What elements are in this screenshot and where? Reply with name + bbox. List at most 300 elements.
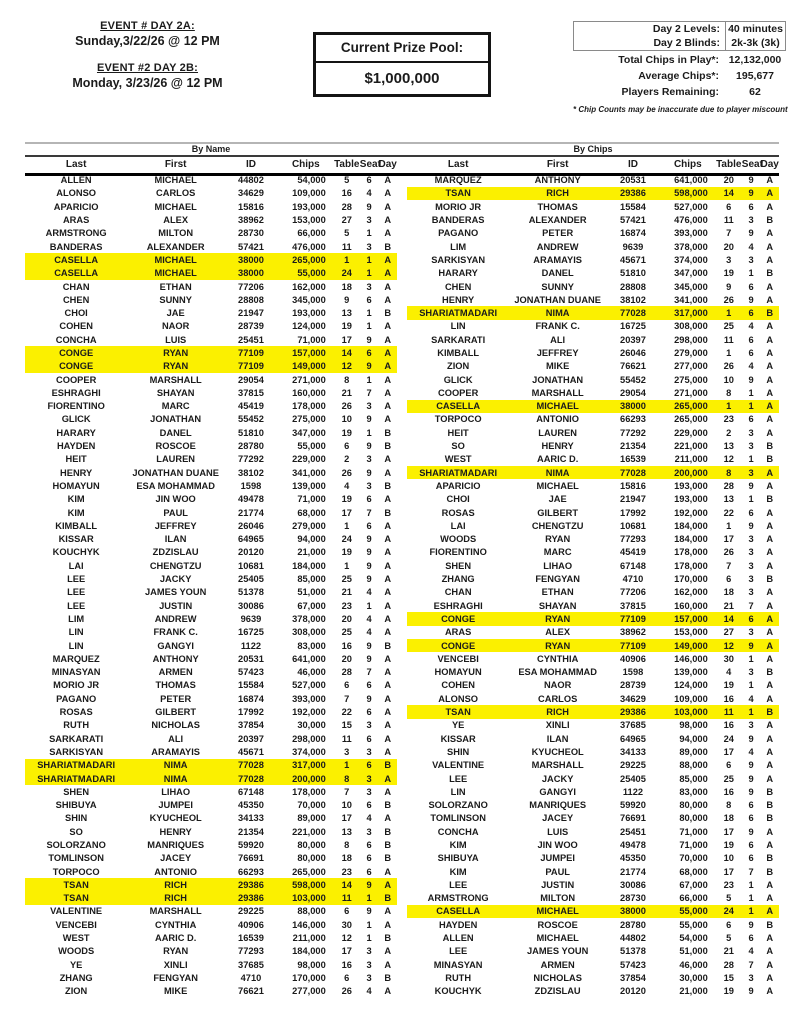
player-row [25, 572, 397, 585]
player-row [25, 227, 397, 240]
cell-last: CONGE [59, 348, 94, 358]
cell-seat: 4 [748, 693, 754, 704]
cell-id: 25405 [238, 574, 264, 585]
player-row [25, 466, 397, 479]
cell-seat: 9 [366, 361, 372, 372]
cell-seat: 9 [748, 986, 754, 997]
cell-seat: 1 [366, 268, 372, 279]
stat-label-levels: Day 2 Levels: [652, 23, 720, 35]
stat-value-average-chips: 195,677 [736, 69, 774, 82]
cell-day: A [384, 879, 392, 890]
cell-first: SHAYAN [156, 387, 195, 398]
cell-day: A [384, 281, 392, 292]
cell-chips: 527,000 [674, 201, 708, 212]
cell-table: 11 [723, 215, 734, 226]
cell-last: CHEN [444, 281, 472, 292]
cell-first: JACKY [541, 773, 574, 784]
cell-last: ZHANG [59, 972, 93, 983]
column-header-day: Day [378, 158, 397, 170]
cell-table: 5 [344, 228, 350, 239]
cell-id: 77109 [238, 348, 264, 358]
cell-id: 37854 [620, 972, 646, 983]
cell-chips: 46,000 [297, 667, 326, 678]
cell-table: 19 [341, 547, 352, 558]
cell-chips: 68,000 [679, 866, 708, 877]
player-row [407, 493, 779, 506]
cell-chips: 277,000 [292, 986, 326, 997]
cell-table: 27 [341, 215, 352, 226]
cell-seat: 9 [748, 826, 754, 837]
cell-id: 51378 [620, 946, 646, 957]
player-row [25, 174, 397, 187]
cell-last: CHOI [446, 494, 470, 505]
cell-table: 12 [341, 361, 352, 372]
cell-table: 28 [723, 959, 734, 970]
cell-table: 26 [723, 294, 734, 305]
cell-chips: 393,000 [292, 693, 326, 704]
column-header-seat: Seat [359, 158, 381, 170]
cell-seat: 9 [366, 201, 372, 212]
cell-table: 12 [723, 640, 734, 651]
cell-chips: 54,000 [297, 175, 326, 186]
cell-chips: 298,000 [674, 334, 708, 345]
cell-table: 25 [341, 574, 352, 585]
cell-chips: 157,000 [292, 348, 326, 358]
cell-seat: 3 [366, 946, 372, 957]
cell-last: LEE [449, 946, 468, 957]
cell-first: JONATHAN DUANE [514, 294, 601, 305]
cell-first: XINLI [163, 959, 188, 970]
cell-last: GLICK [443, 374, 473, 385]
cell-last: SHARIATMADARI [37, 773, 116, 784]
cell-table: 18 [341, 853, 352, 864]
cell-id: 26046 [620, 348, 646, 358]
cell-chips: 160,000 [674, 600, 708, 611]
cell-id: 77293 [238, 946, 264, 957]
cell-day: A [384, 387, 392, 398]
cell-first: ALI [168, 733, 184, 744]
cell-table: 28 [341, 201, 352, 212]
cell-first: ALEX [545, 627, 571, 638]
cell-table: 26 [723, 547, 734, 558]
cell-table: 15 [723, 972, 734, 983]
cell-seat: 4 [366, 587, 372, 598]
cell-seat: 9 [366, 441, 372, 452]
cell-chips: 170,000 [292, 972, 326, 983]
cell-day: A [766, 427, 774, 438]
cell-chips: 184,000 [674, 534, 708, 545]
cell-day: A [384, 600, 392, 611]
cell-id: 29054 [620, 387, 646, 398]
cell-table: 28 [723, 480, 734, 491]
cell-seat: 3 [366, 480, 372, 491]
cell-first: NICHOLAS [533, 972, 582, 983]
cell-seat: 6 [748, 348, 754, 358]
cell-seat: 3 [748, 441, 754, 452]
cell-chips: 94,000 [297, 534, 326, 545]
cell-first: JEFFREY [154, 520, 197, 531]
cell-day: A [766, 294, 774, 305]
cell-chips: 70,000 [297, 800, 326, 811]
player-row [407, 333, 779, 346]
cell-first: JUMPEI [158, 800, 193, 811]
player-row [25, 825, 397, 838]
cell-id: 77109 [238, 361, 264, 372]
cell-seat: 3 [366, 786, 372, 797]
cell-id: 38000 [620, 906, 646, 917]
cell-day: A [384, 188, 392, 199]
cell-first: JONATHAN [150, 414, 202, 425]
cell-first: CARLOS [156, 188, 196, 199]
by-name-rows [25, 174, 397, 998]
prize-pool-value: $1,000,000 [364, 70, 440, 87]
player-row [25, 439, 397, 452]
cell-last: APARICIO [53, 201, 99, 212]
cell-last: CHOI [64, 308, 88, 319]
cell-id: 45671 [620, 254, 646, 265]
cell-first: FRANK C. [153, 627, 198, 638]
cell-first: LUIS [547, 826, 569, 837]
player-row-highlighted [25, 759, 397, 772]
cell-last: YE [451, 720, 465, 731]
cell-table: 25 [723, 773, 734, 784]
cell-chips: 55,000 [297, 441, 326, 452]
cell-chips: 70,000 [679, 853, 708, 864]
cell-seat: 4 [366, 613, 372, 624]
player-row [25, 918, 397, 931]
cell-seat: 1 [366, 600, 372, 611]
cell-seat: 9 [748, 640, 754, 651]
by-name-table [25, 142, 397, 998]
cell-id: 38102 [238, 467, 264, 478]
player-row [407, 479, 779, 492]
cell-day: A [384, 175, 392, 186]
cell-table: 21 [341, 387, 352, 398]
cell-table: 5 [726, 893, 732, 904]
cell-first: GILBERT [155, 707, 197, 718]
cell-day: B [766, 454, 774, 465]
cell-first: CYNTHIA [154, 919, 197, 930]
player-row [25, 679, 397, 692]
cell-chips: 598,000 [292, 879, 326, 890]
cell-day: A [766, 986, 774, 997]
cell-chips: 184,000 [292, 560, 326, 571]
cell-day: A [766, 467, 774, 478]
player-row-highlighted [25, 267, 397, 280]
cell-first: JUMPEI [540, 853, 575, 864]
cell-id: 34629 [620, 693, 646, 704]
cell-day: B [384, 826, 392, 837]
player-row [25, 971, 397, 984]
cell-id: 21947 [620, 494, 646, 505]
cell-id: 25451 [238, 334, 264, 345]
cell-chips: 89,000 [679, 746, 708, 757]
cell-last: VALENTINE [50, 906, 103, 917]
cell-seat: 3 [366, 972, 372, 983]
cell-last: ARMSTRONG [427, 893, 489, 904]
cell-first: PAUL [163, 507, 188, 518]
cell-id: 45350 [620, 853, 646, 864]
cell-last: SOLORZANO [428, 800, 488, 811]
cell-day: A [766, 587, 774, 598]
cell-day: A [766, 387, 774, 398]
cell-day: A [766, 534, 774, 545]
cell-table: 17 [723, 866, 734, 877]
cell-last: TSAN [445, 188, 471, 199]
miscount-footnote: * Chip Counts may be inaccurate due to player miscount [573, 105, 788, 114]
cell-chips: 178,000 [674, 560, 708, 571]
cell-id: 28780 [620, 919, 646, 930]
cell-day: A [766, 839, 774, 850]
player-row [407, 559, 779, 572]
cell-seat: 6 [366, 175, 372, 186]
cell-table: 11 [341, 733, 352, 744]
cell-seat: 9 [366, 467, 372, 478]
cell-id: 66293 [238, 866, 264, 877]
cell-chips: 192,000 [292, 707, 326, 718]
cell-seat: 6 [366, 853, 372, 864]
cell-seat: 1 [366, 228, 372, 239]
cell-first: JUSTIN [541, 879, 575, 890]
player-row [25, 479, 397, 492]
cell-day: A [766, 600, 774, 611]
cell-day: A [766, 746, 774, 757]
cell-seat: 1 [748, 653, 754, 664]
cell-id: 1122 [622, 786, 644, 797]
cell-last: CASELLA [54, 268, 99, 279]
cell-table: 17 [723, 746, 734, 757]
player-row [25, 612, 397, 625]
cell-id: 25451 [620, 826, 646, 837]
player-row [407, 386, 779, 399]
cell-last: TORPOCO [434, 414, 482, 425]
cell-last: ESHRAGHI [51, 387, 101, 398]
cell-seat: 7 [748, 866, 754, 877]
player-row-highlighted [407, 400, 779, 413]
cell-id: 28808 [620, 281, 646, 292]
player-row [407, 213, 779, 226]
cell-table: 19 [723, 680, 734, 691]
cell-day: B [766, 494, 774, 505]
cell-table: 6 [344, 906, 350, 917]
stat-row-total-chips [573, 52, 786, 67]
cell-last: CASELLA [436, 906, 481, 917]
cell-table: 18 [723, 587, 734, 598]
cell-day: A [766, 879, 774, 890]
cell-seat: 1 [366, 893, 372, 904]
cell-last: ZION [65, 986, 88, 997]
cell-seat: 1 [748, 268, 754, 279]
cell-last: SARKARATI [49, 733, 104, 744]
player-row [25, 320, 397, 333]
cell-first: JACEY [542, 813, 574, 824]
cell-chips: 641,000 [674, 175, 708, 186]
cell-seat: 9 [748, 175, 754, 186]
cell-table: 11 [341, 893, 352, 904]
cell-table: 26 [723, 361, 734, 372]
cell-chips: 347,000 [292, 427, 326, 438]
cell-table: 8 [726, 387, 732, 398]
cell-first: JUSTIN [159, 600, 193, 611]
cell-first: NIMA [163, 760, 188, 771]
cell-id: 49478 [238, 494, 264, 505]
cell-seat: 9 [366, 879, 372, 890]
player-row [407, 506, 779, 519]
cell-day: A [766, 188, 774, 199]
player-row-highlighted [25, 878, 397, 891]
cell-id: 30086 [620, 879, 646, 890]
cell-last: LAI [450, 520, 466, 531]
cell-first: NAOR [161, 321, 190, 332]
cell-id: 44802 [238, 175, 264, 186]
cell-table: 8 [726, 800, 732, 811]
cell-chips: 162,000 [674, 587, 708, 598]
cell-id: 76621 [238, 986, 264, 997]
cell-chips: 178,000 [674, 547, 708, 558]
cell-day: A [384, 946, 392, 957]
cell-table: 17 [723, 826, 734, 837]
cell-id: 28739 [238, 321, 264, 332]
cell-id: 28808 [238, 294, 264, 305]
cell-last: ROSAS [441, 507, 475, 518]
cell-id: 15584 [238, 680, 264, 691]
cell-last: TSAN [63, 893, 89, 904]
cell-first: ANDREW [154, 613, 197, 624]
cell-day: A [766, 627, 774, 638]
cell-day: A [766, 560, 774, 571]
cell-first: RYAN [545, 534, 571, 545]
cell-first: JONATHAN [532, 374, 584, 385]
cell-first: MICHAEL [536, 906, 579, 917]
column-header-last: Last [447, 158, 469, 170]
cell-first: MIKE [546, 361, 570, 372]
cell-seat: 9 [748, 294, 754, 305]
cell-first: AARIC D. [536, 454, 579, 465]
cell-day: B [766, 919, 774, 930]
cell-first: JIN WOO [155, 494, 196, 505]
cell-first: ETHAN [159, 281, 192, 292]
cell-chips: 80,000 [297, 839, 326, 850]
cell-first: RYAN [163, 348, 189, 358]
cell-chips: 192,000 [674, 507, 708, 518]
cell-first: LUIS [165, 334, 187, 345]
cell-id: 29225 [238, 906, 264, 917]
cell-last: WOODS [440, 534, 477, 545]
cell-seat: 1 [366, 321, 372, 332]
cell-chips: 275,000 [674, 374, 708, 385]
cell-seat: 9 [366, 640, 372, 651]
cell-chips: 341,000 [292, 467, 326, 478]
cell-seat: 9 [748, 919, 754, 930]
cell-seat: 6 [366, 707, 372, 718]
cell-day: B [384, 972, 392, 983]
cell-chips: 476,000 [292, 241, 326, 252]
cell-day: A [384, 986, 392, 997]
cell-chips: 598,000 [674, 188, 708, 199]
cell-first: JACKY [159, 574, 192, 585]
cell-first: MARSHALL [531, 387, 584, 398]
cell-id: 45350 [238, 800, 264, 811]
stat-row-levels [574, 22, 785, 36]
cell-seat: 4 [366, 986, 372, 997]
cell-chips: 275,000 [292, 414, 326, 425]
cell-id: 77109 [620, 640, 646, 651]
cell-seat: 9 [748, 760, 754, 771]
player-row [25, 386, 397, 399]
cell-table: 2 [344, 454, 350, 465]
cell-table: 24 [341, 268, 352, 279]
cell-seat: 3 [366, 401, 372, 412]
cell-id: 77028 [620, 467, 646, 478]
cell-day: B [384, 640, 392, 651]
cell-id: 21354 [620, 441, 646, 452]
cell-table: 26 [341, 401, 352, 412]
cell-seat: 4 [366, 188, 372, 199]
player-row [25, 838, 397, 851]
cell-last: LIM [450, 241, 467, 252]
player-row [407, 599, 779, 612]
cell-last: TSAN [63, 879, 89, 890]
cell-chips: 88,000 [297, 906, 326, 917]
cell-first: ALEXANDER [146, 241, 205, 252]
cell-chips: 67,000 [297, 600, 326, 611]
player-row [25, 413, 397, 426]
cell-id: 20397 [238, 733, 264, 744]
cell-table: 13 [723, 494, 734, 505]
cell-chips: 345,000 [292, 294, 326, 305]
cell-day: A [766, 480, 774, 491]
cell-id: 34133 [238, 813, 264, 824]
cell-first: ALI [550, 334, 566, 345]
cell-day: A [766, 933, 774, 944]
player-row [407, 719, 779, 732]
cell-last: KIM [449, 839, 467, 850]
cell-day: A [384, 813, 392, 824]
cell-last: LIN [68, 627, 84, 638]
player-row [407, 293, 779, 306]
cell-last: LEE [67, 574, 86, 585]
cell-seat: 6 [366, 839, 372, 850]
cell-day: B [766, 866, 774, 877]
cell-seat: 1 [748, 893, 754, 904]
cell-day: A [384, 321, 392, 332]
cell-table: 13 [341, 826, 352, 837]
cell-table: 26 [341, 986, 352, 997]
cell-table: 19 [341, 494, 352, 505]
cell-first: MICHAEL [536, 933, 579, 944]
cell-last: MORIO JR [53, 680, 100, 691]
player-row [25, 745, 397, 758]
cell-id: 28730 [620, 893, 646, 904]
cell-day: A [384, 414, 392, 425]
cell-table: 9 [344, 294, 350, 305]
cell-first: ANTONIO [536, 414, 579, 425]
cell-first: THOMAS [537, 201, 578, 212]
column-header-id: ID [245, 158, 256, 170]
cell-table: 7 [344, 693, 350, 704]
cell-day: A [384, 467, 392, 478]
cell-last: HEIT [447, 427, 469, 438]
cell-seat: 9 [366, 574, 372, 585]
cell-chips: 30,000 [297, 720, 326, 731]
cell-chips: 83,000 [297, 640, 326, 651]
player-row [407, 865, 779, 878]
cell-seat: 1 [366, 374, 372, 385]
cell-table: 19 [341, 427, 352, 438]
cell-table: 6 [344, 680, 350, 691]
player-row [407, 373, 779, 386]
cell-id: 76691 [238, 853, 264, 864]
